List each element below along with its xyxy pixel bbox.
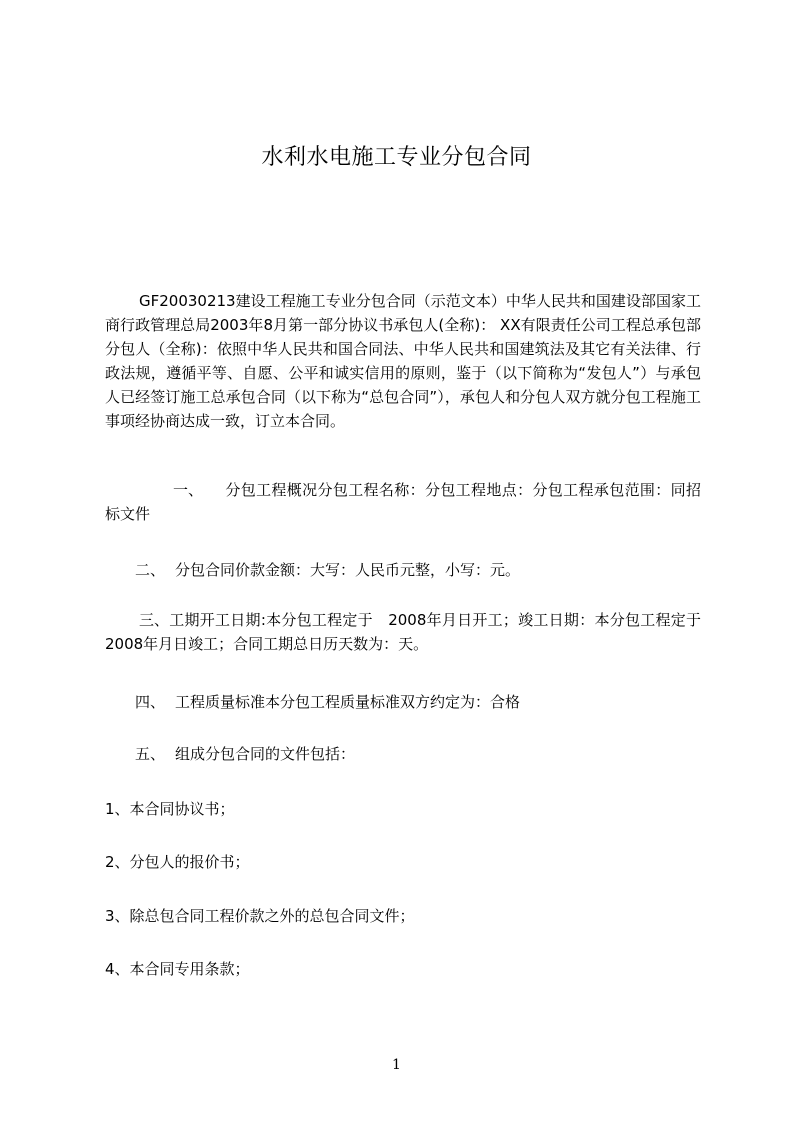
section-3-number: 三、 — [139, 611, 170, 629]
section-2-text: 分包合同价款金额：大写：人民币元整，小写：元。 — [175, 561, 521, 579]
intro-paragraph: GF20030213建设工程施工专业分包合同（示范文本）中华人民共和国建设部国家工商行政管理总局2003年8月第一部分协议书承包人(全称)： XX有限责任公司工程总承包部分包人（全称)：依照中华人民共和国合同法、中华人民共和国建筑法及其它有关法律、行政法规，遵循平等、自愿、公平和诚实信用的原则，鉴于（以下简称为“发包人”）与承包人已经签订施工总承包合同（以下称为“总包合同”），承包人和分包人双方就分包工程施工事项经协商达成一致，订立本合同。 — [105, 292, 701, 430]
section-1-number: 一、 — [173, 481, 204, 499]
section-2 — [105, 558, 701, 582]
section-2-number: 二、 — [135, 561, 166, 579]
section-4-text: 工程质量标准本分包工程质量标准双方约定为：合格 — [175, 693, 521, 711]
page-number: 1 — [392, 1057, 401, 1073]
list-item: 3、除总包合同工程价款之外的总包合同文件； — [105, 907, 415, 925]
section-5 — [105, 742, 701, 766]
section-4-number: 四、 — [135, 693, 166, 711]
section-1-text: 分包工程概况分包工程名称：分包工程地点：分包工程承包范围：同招标文件 — [105, 481, 701, 523]
section-3-text: 工期开工日期:本分包工程定于 2008年月日开工；竣工日期：本分包工程定于2008年月日竣工；合同工期总日历天数为：天。 — [105, 611, 701, 653]
list-item: 4、本合同专用条款； — [105, 960, 250, 978]
section-5-number: 五、 — [135, 745, 166, 763]
section-5-text: 组成分包合同的文件包括： — [175, 745, 356, 763]
list-item: 2、分包人的报价书； — [105, 853, 250, 871]
list-item: 1、本合同协议书； — [105, 800, 235, 818]
document-title: 水利水电施工专业分包合同 — [261, 145, 532, 170]
section-4 — [105, 690, 701, 714]
section-3 — [105, 608, 701, 656]
section-1 — [105, 478, 701, 526]
